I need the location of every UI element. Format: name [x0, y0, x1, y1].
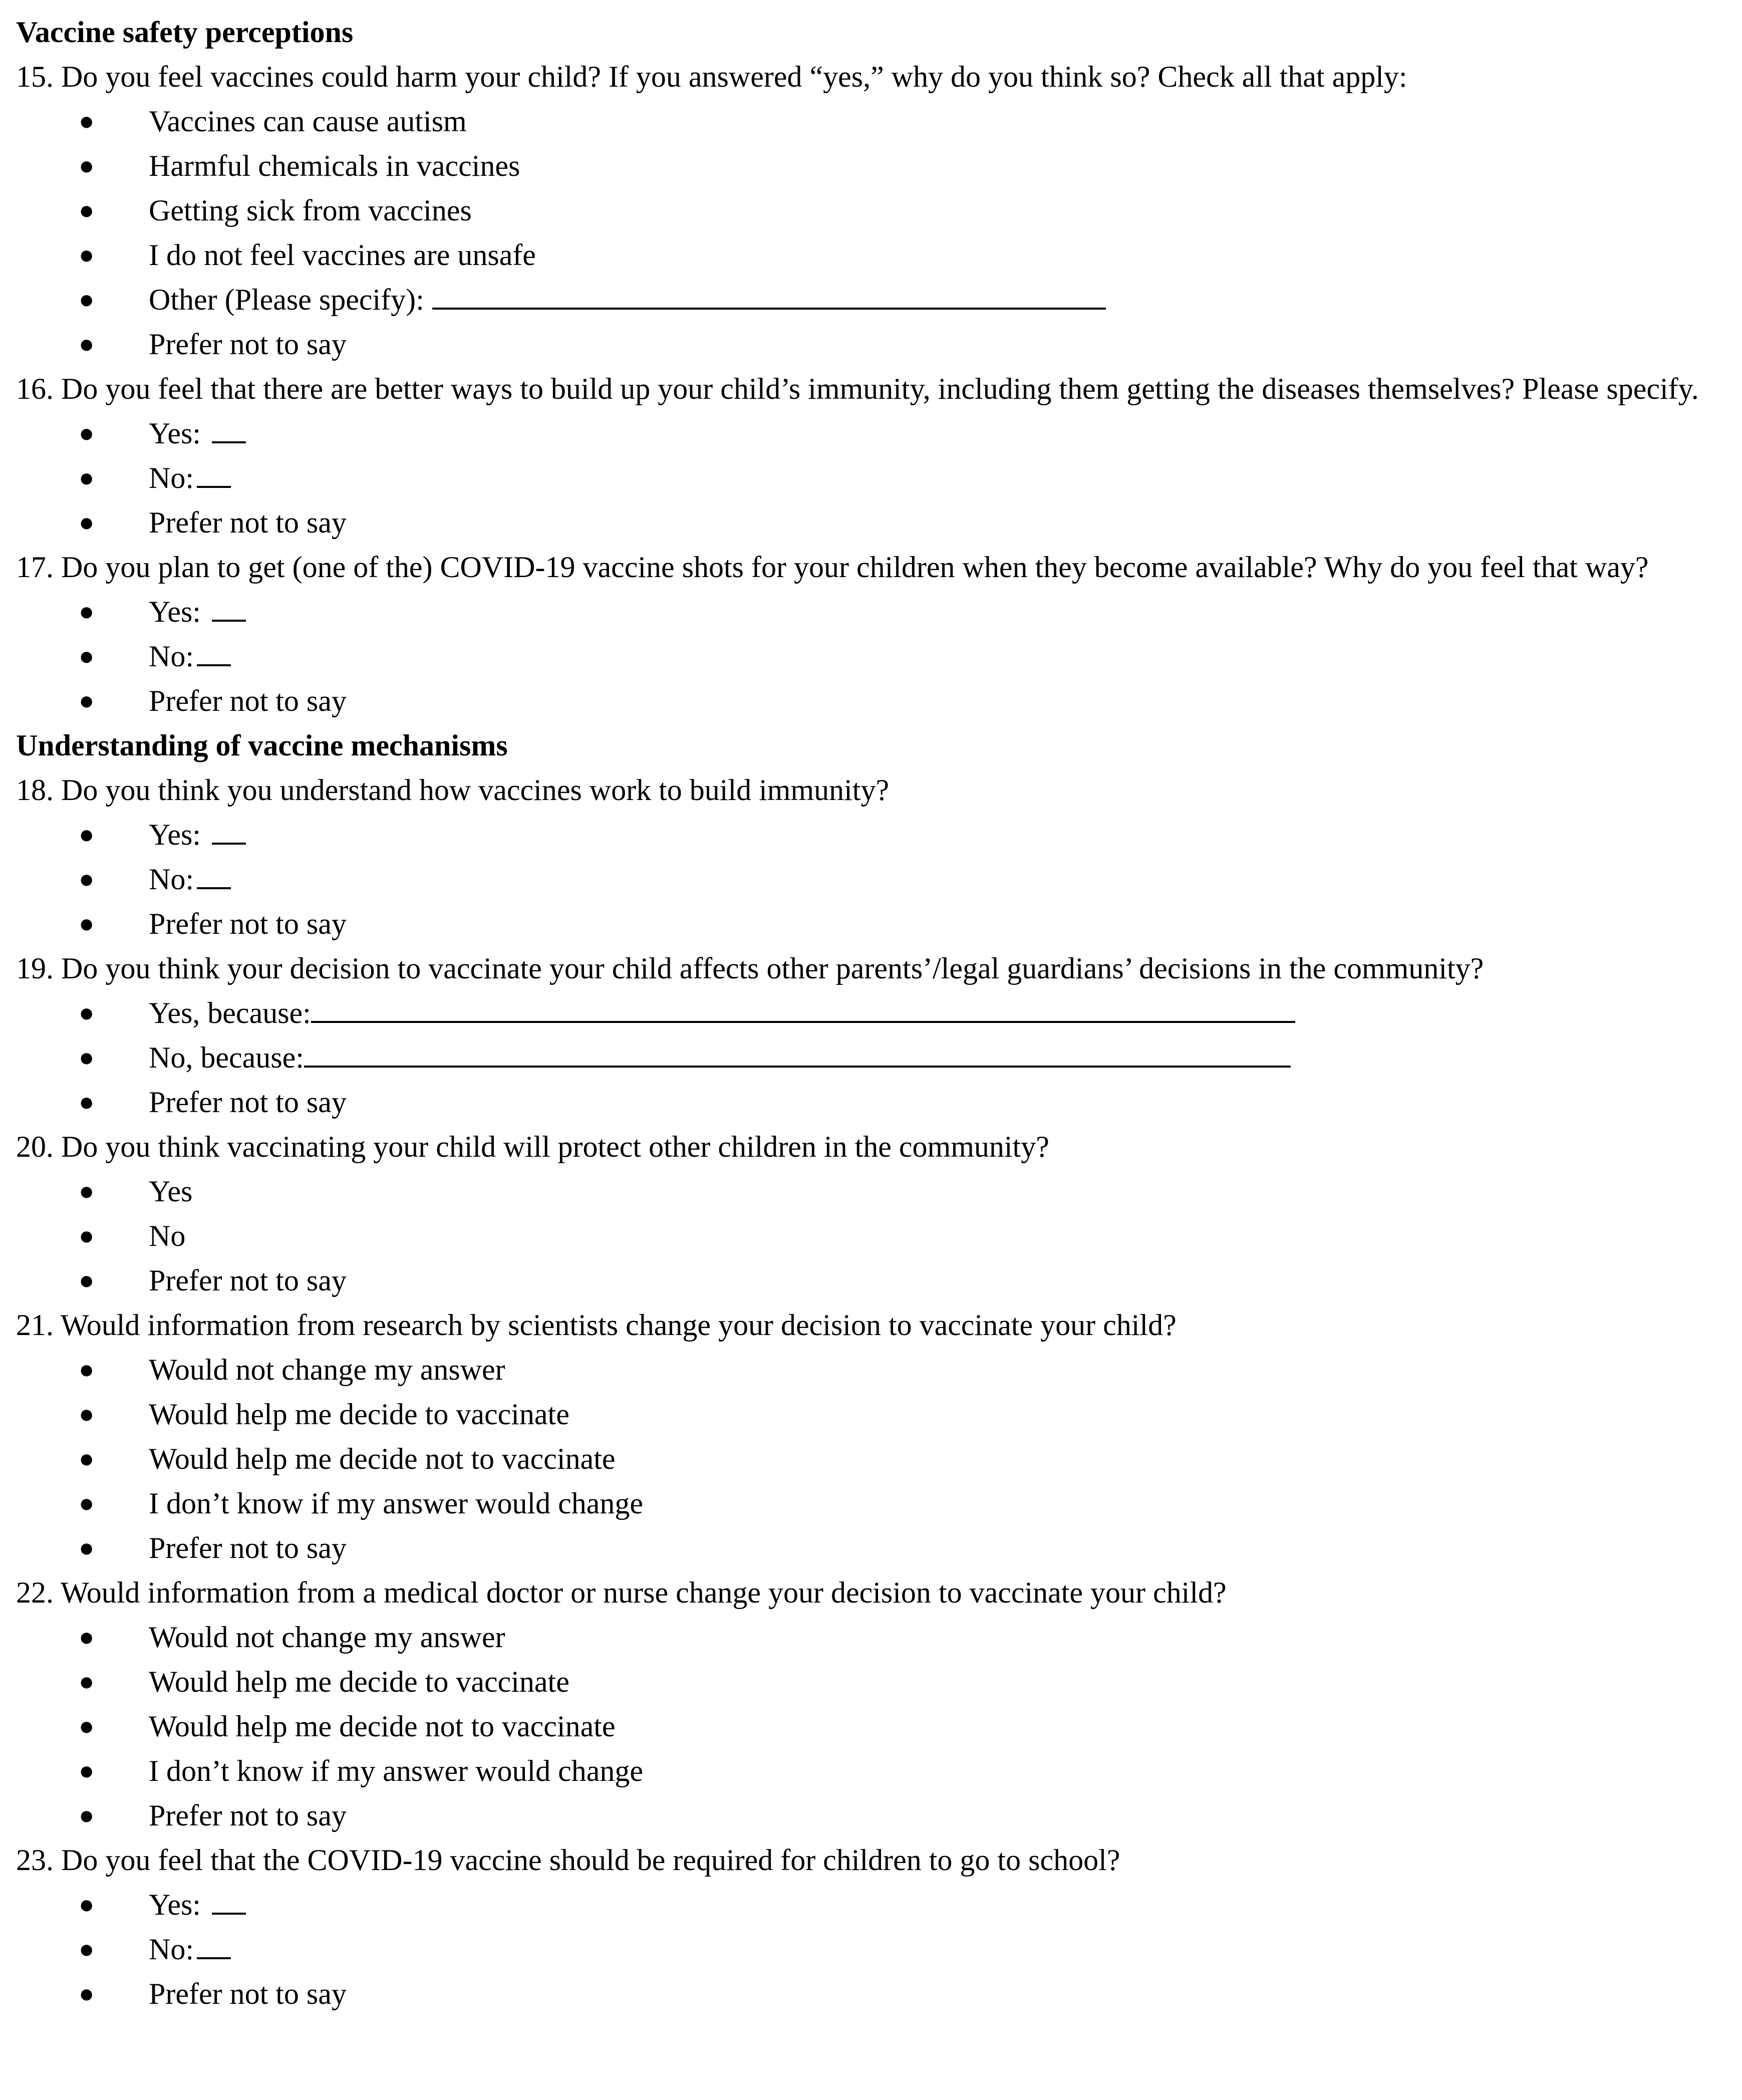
bullet-icon: ● [79, 152, 95, 180]
question-20: 20. Do you think vaccinating your child will protect other children in the community? [16, 1130, 1049, 1163]
list-item: ● No: [16, 1927, 1734, 1972]
list-item: ● Prefer not to say [16, 1793, 1734, 1838]
fill-in-blank[interactable] [432, 284, 1106, 310]
list-item: ● I don’t know if my answer would change [16, 1481, 1734, 1526]
bullet-icon: ● [79, 910, 95, 938]
question-16: 16. Do you feel that there are better ways to build up your child’s immunity, including them getting the diseases themselves? Please specify. [16, 372, 1699, 405]
question-19-options [16, 991, 1734, 1125]
survey-document [16, 10, 1734, 2016]
bullet-icon: ● [79, 1266, 95, 1295]
list-item: ● Prefer not to say [16, 902, 1734, 946]
list-item: ● Yes: [16, 813, 1734, 857]
bullet-icon: ● [79, 642, 95, 671]
list-item: ● Would not change my answer [16, 1615, 1734, 1660]
list-item: ● Yes: [16, 1883, 1734, 1927]
bullet-icon: ● [79, 821, 95, 849]
fill-in-blank[interactable] [212, 819, 246, 845]
bullet-icon: ● [79, 865, 95, 894]
question-17-options [16, 590, 1734, 723]
list-item: ● I do not feel vaccines are unsafe [16, 233, 1734, 278]
bullet-icon: ● [79, 1400, 95, 1429]
section-heading-safety: Vaccine safety perceptions [16, 16, 354, 49]
question-20-options [16, 1169, 1734, 1303]
list-item: ● No: [16, 634, 1734, 679]
bullet-icon: ● [79, 687, 95, 715]
bullet-icon: ● [79, 508, 95, 537]
question-21-options [16, 1348, 1734, 1570]
question-17: 17. Do you plan to get (one of the) COVID-19 vaccine shots for your children when they become available? Why do you feel that way? [16, 551, 1649, 584]
list-item: ● No, because: [16, 1035, 1734, 1080]
bullet-icon: ● [79, 1891, 95, 1919]
bullet-icon: ● [79, 419, 95, 448]
bullet-icon: ● [79, 1980, 95, 2008]
question-15: 15. Do you feel vaccines could harm your child? If you answered “yes,” why do you think so? Check all that apply: [16, 60, 1407, 93]
list-item: ● Yes, because: [16, 991, 1734, 1035]
bullet-icon: ● [79, 1356, 95, 1384]
bullet-icon: ● [79, 1043, 95, 1072]
list-item: ● Prefer not to say [16, 1526, 1734, 1570]
bullet-icon: ● [79, 1623, 95, 1652]
list-item: ● Vaccines can cause autism [16, 99, 1734, 144]
list-item: ● I don’t know if my answer would change [16, 1749, 1734, 1793]
list-item: ● No [16, 1214, 1734, 1258]
list-item: ● Would not change my answer [16, 1348, 1734, 1392]
bullet-icon: ● [79, 1534, 95, 1562]
bullet-icon: ● [79, 107, 95, 136]
bullet-icon: ● [79, 1668, 95, 1696]
list-item: ● Would help me decide to vaccinate [16, 1392, 1734, 1437]
fill-in-blank[interactable] [311, 997, 1295, 1023]
question-23: 23. Do you feel that the COVID-19 vaccine should be required for children to go to school? [16, 1844, 1120, 1877]
bullet-icon: ● [79, 1712, 95, 1741]
question-18-options [16, 813, 1734, 946]
bullet-icon: ● [79, 1801, 95, 1830]
fill-in-blank[interactable] [212, 417, 246, 443]
list-item: ● Getting sick from vaccines [16, 188, 1734, 233]
section-heading-mechanisms: Understanding of vaccine mechanisms [16, 729, 508, 762]
list-item: ● Other (Please specify): [16, 278, 1734, 322]
fill-in-blank[interactable] [197, 640, 231, 666]
list-item: ● Prefer not to say [16, 679, 1734, 723]
bullet-icon: ● [79, 330, 95, 359]
list-item: ● No: [16, 857, 1734, 902]
bullet-icon: ● [79, 999, 95, 1027]
fill-in-blank[interactable] [212, 1889, 246, 1915]
question-18: 18. Do you think you understand how vaccines work to build immunity? [16, 773, 890, 807]
bullet-icon: ● [79, 241, 95, 270]
list-item: ● Yes: [16, 590, 1734, 634]
list-item: ● Prefer not to say [16, 1972, 1734, 2016]
question-22: 22. Would information from a medical doctor or nurse change your decision to vaccinate your child? [16, 1576, 1227, 1609]
list-item: ● Would help me decide not to vaccinate [16, 1704, 1734, 1749]
list-item: ● Would help me decide not to vaccinate [16, 1437, 1734, 1481]
list-item: ● Yes: [16, 411, 1734, 456]
list-item: ● Prefer not to say [16, 322, 1734, 367]
fill-in-blank[interactable] [197, 1933, 231, 1959]
list-item: ● Prefer not to say [16, 500, 1734, 545]
bullet-icon: ● [79, 1088, 95, 1117]
fill-in-blank[interactable] [197, 863, 231, 889]
fill-in-blank[interactable] [304, 1041, 1291, 1068]
question-16-options [16, 411, 1734, 545]
bullet-icon: ● [79, 1757, 95, 1785]
question-21: 21. Would information from research by scientists change your decision to vaccinate your child? [16, 1308, 1177, 1342]
list-item: ● No: [16, 456, 1734, 500]
question-23-options [16, 1883, 1734, 2016]
bullet-icon: ● [79, 1935, 95, 1964]
list-item: ● Yes [16, 1169, 1734, 1214]
bullet-icon: ● [79, 1222, 95, 1250]
question-15-options [16, 99, 1734, 367]
list-item: ● Prefer not to say [16, 1258, 1734, 1303]
list-item: ● Prefer not to say [16, 1080, 1734, 1125]
bullet-icon: ● [79, 1445, 95, 1473]
list-item: ● Harmful chemicals in vaccines [16, 144, 1734, 188]
list-item: ● Would help me decide to vaccinate [16, 1660, 1734, 1704]
fill-in-blank[interactable] [212, 596, 246, 622]
bullet-icon: ● [79, 1489, 95, 1518]
bullet-icon: ● [79, 286, 95, 314]
bullet-icon: ● [79, 196, 95, 225]
bullet-icon: ● [79, 464, 95, 492]
question-22-options [16, 1615, 1734, 1838]
bullet-icon: ● [79, 1177, 95, 1206]
fill-in-blank[interactable] [197, 462, 231, 488]
bullet-icon: ● [79, 598, 95, 626]
question-19: 19. Do you think your decision to vaccinate your child affects other parents’/legal guardians’ decisions in the community? [16, 952, 1484, 985]
